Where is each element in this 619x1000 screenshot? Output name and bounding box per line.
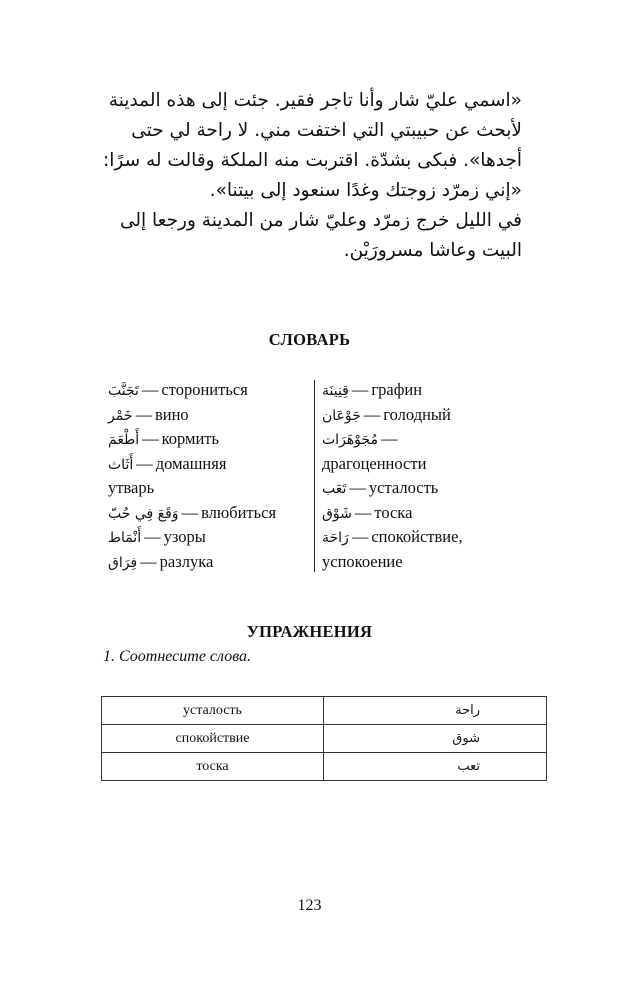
- vocab-translation: сторониться: [161, 380, 248, 399]
- vocab-entry: [108, 525, 312, 550]
- vocab-translation: драгоценности: [322, 453, 427, 473]
- vocab-dash: —: [135, 404, 152, 424]
- vocab-dash: —: [144, 527, 161, 546]
- table-row: [102, 725, 547, 753]
- story-line: أجدها». فبكى بشدّة. اقتربت منه الملكة وقالت له سرًا:: [102, 150, 522, 171]
- arabic-word-cell: راحة: [324, 697, 547, 725]
- vocab-arabic-term: فِرَاق: [108, 554, 138, 571]
- story-line: «اسمي عليّ شار وأنا تاجر فقير. جئت إلى هذه المدينة: [108, 90, 522, 111]
- vocab-dash: —: [136, 453, 153, 473]
- vocab-dash: —: [380, 429, 398, 448]
- vocab-arabic-term: تَجَنَّبَ: [108, 383, 139, 399]
- arabic-word-cell: شوق: [324, 725, 547, 753]
- vocab-dash: —: [349, 478, 366, 497]
- vocab-entry: [108, 403, 312, 428]
- vocab-translation: узоры: [163, 527, 206, 546]
- table-row: [102, 753, 547, 781]
- vocab-dash: —: [351, 380, 369, 399]
- exercises-heading: УПРАЖНЕНИЯ: [246, 622, 373, 641]
- vocab-arabic-term: وَقَعَ فِي حُبّ: [108, 505, 179, 522]
- vocab-entry: [322, 378, 522, 403]
- vocab-arabic-term: خَمْر: [108, 407, 133, 424]
- vocab-arabic-term: مُجَوْهَرَات: [322, 432, 378, 448]
- vocab-dash: —: [181, 502, 199, 522]
- arabic-word-cell: تعب: [324, 753, 547, 781]
- matching-table: [101, 696, 547, 781]
- vocab-entry: [322, 427, 522, 452]
- vocab-entry: [108, 501, 312, 526]
- vocab-translation: кормить: [161, 429, 220, 448]
- vocab-translation: тоска: [374, 502, 413, 522]
- vocab-entry: [108, 452, 312, 477]
- vocab-dash: —: [363, 404, 381, 424]
- story-line: البيت وعاشا مسرورَيْن.: [343, 240, 522, 261]
- russian-word-cell: тоска: [102, 753, 324, 781]
- vocab-translation: влюбиться: [201, 502, 277, 522]
- table-row: [102, 697, 547, 725]
- vocab-dash: —: [351, 527, 369, 546]
- vocab-dash: —: [140, 551, 157, 571]
- page-number: 123: [297, 897, 322, 914]
- vocab-arabic-term: شَوْق: [322, 505, 352, 522]
- vocab-translation: вино: [154, 404, 189, 424]
- vocabulary-column-divider: [314, 380, 315, 572]
- vocab-arabic-term: جَوْعَان: [322, 407, 361, 424]
- russian-word-cell: усталость: [102, 697, 324, 725]
- vocab-entry: [322, 476, 522, 501]
- vocab-entry: [322, 525, 522, 550]
- vocabulary-left-column: [108, 378, 312, 574]
- vocab-entry: [322, 403, 522, 428]
- vocab-translation: успокоение: [322, 551, 403, 571]
- vocab-entry: [108, 378, 312, 403]
- story-line: «إني زمرّد زوجتك وغدًا سنعود إلى بيتنا».: [209, 180, 522, 201]
- vocab-translation: разлука: [159, 551, 214, 571]
- vocabulary-right-column: [322, 378, 522, 574]
- vocab-translation: графин: [371, 380, 423, 399]
- vocabulary-heading: СЛОВАРЬ: [268, 330, 351, 349]
- story-paragraph: [98, 86, 522, 266]
- vocabulary-glossary: [100, 378, 520, 574]
- vocab-entry-continuation: [322, 550, 522, 575]
- vocab-arabic-term: أَثَاث: [108, 456, 134, 473]
- vocab-arabic-term: أَطْعَمَ: [108, 432, 140, 448]
- vocab-entry-continuation: [322, 452, 522, 477]
- vocab-entry: [108, 427, 312, 452]
- vocab-entry-continuation: [108, 476, 312, 501]
- vocab-translation: домашняя: [155, 453, 227, 473]
- vocab-dash: —: [141, 380, 159, 399]
- exercise-instruction: 1. Соотнесите слова.: [103, 648, 252, 665]
- vocab-arabic-term: قِنِينَة: [322, 383, 349, 399]
- vocab-arabic-term: تَعَب: [322, 481, 347, 497]
- vocab-dash: —: [142, 429, 159, 448]
- vocab-translation: голодный: [383, 404, 451, 424]
- story-line: لأبحث عن حبيبتي التي اختفت مني. لا راحة لي حتى: [131, 120, 522, 141]
- russian-word-cell: спокойствие: [102, 725, 324, 753]
- vocab-entry: [108, 550, 312, 575]
- vocab-translation: усталость: [368, 478, 439, 497]
- vocab-translation: спокойствие,: [371, 527, 463, 546]
- story-line: في الليل خرج زمرّد وعليّ شار من المدينة ورجعا إلى: [119, 210, 522, 231]
- vocab-arabic-term: رَاحَة: [322, 530, 349, 546]
- vocab-dash: —: [354, 502, 372, 522]
- vocab-entry: [322, 501, 522, 526]
- vocab-translation: утварь: [108, 478, 155, 497]
- vocab-arabic-term: أَنْمَاط: [108, 530, 142, 546]
